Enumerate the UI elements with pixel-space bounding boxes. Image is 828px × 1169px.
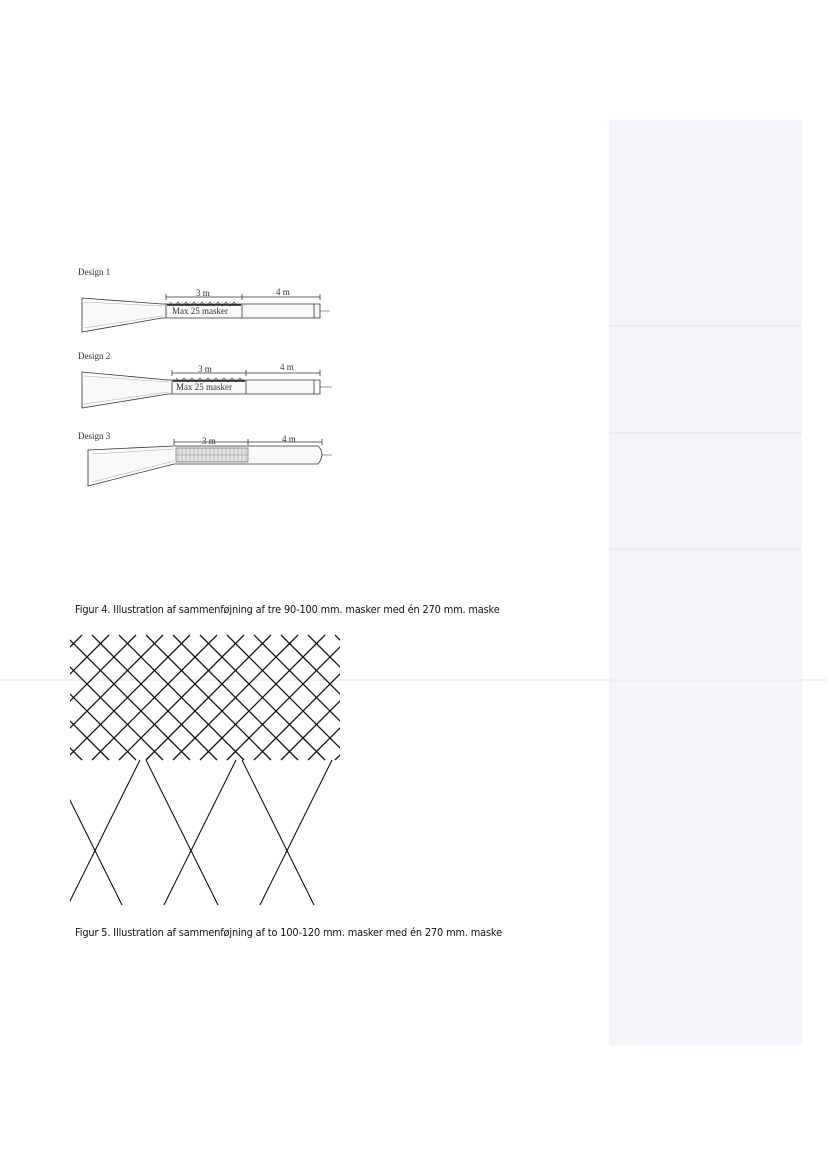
mesh-line: [164, 760, 236, 905]
design-1-length-a: 3 m: [196, 288, 210, 298]
mesh-line: [70, 760, 140, 905]
scan-side-strip: [609, 120, 802, 1045]
mesh-line: [335, 635, 340, 760]
design-1-title: Design 1: [78, 267, 111, 277]
design-3-title: Design 3: [78, 431, 111, 441]
design-3-length-b: 4 m: [282, 434, 296, 444]
design-2-length-a: 3 m: [198, 364, 212, 374]
figure-4-caption: Figur 4. Illustration af sammenføjning af tre 90-100 mm. masker med én 270 mm. maske: [75, 604, 500, 616]
design-1-note: Max 25 masker: [172, 306, 228, 316]
figure-5-caption: Figur 5. Illustration af sammenføjning af to 100-120 mm. masker med én 270 mm. maske: [75, 927, 502, 939]
trawl-design-figure: [70, 262, 340, 502]
mesh-line: [260, 760, 332, 905]
design-1-length-b: 4 m: [276, 287, 290, 297]
mesh-line: [335, 635, 340, 760]
mesh-line: [70, 635, 82, 760]
mesh-line: [308, 635, 340, 760]
mesh-line: [70, 760, 122, 905]
mesh-line: [146, 760, 218, 905]
mesh-joining-figure: [70, 630, 340, 915]
mesh-line: [70, 635, 82, 760]
mesh-line: [70, 635, 136, 760]
design-3-length-a: 3 m: [202, 436, 216, 446]
strip-band: [609, 325, 802, 327]
mesh-line: [227, 635, 340, 760]
design-2-note: Max 25 masker: [176, 382, 232, 392]
mesh-line: [70, 635, 136, 760]
strip-band: [609, 548, 802, 550]
design-2-title: Design 2: [78, 351, 111, 361]
strip-band: [609, 432, 802, 434]
mesh-line: [242, 760, 314, 905]
design-2-length-b: 4 m: [280, 362, 294, 372]
design-3-drawing: [88, 439, 332, 486]
mesh-line: [308, 635, 340, 760]
mesh-line: [227, 635, 340, 760]
